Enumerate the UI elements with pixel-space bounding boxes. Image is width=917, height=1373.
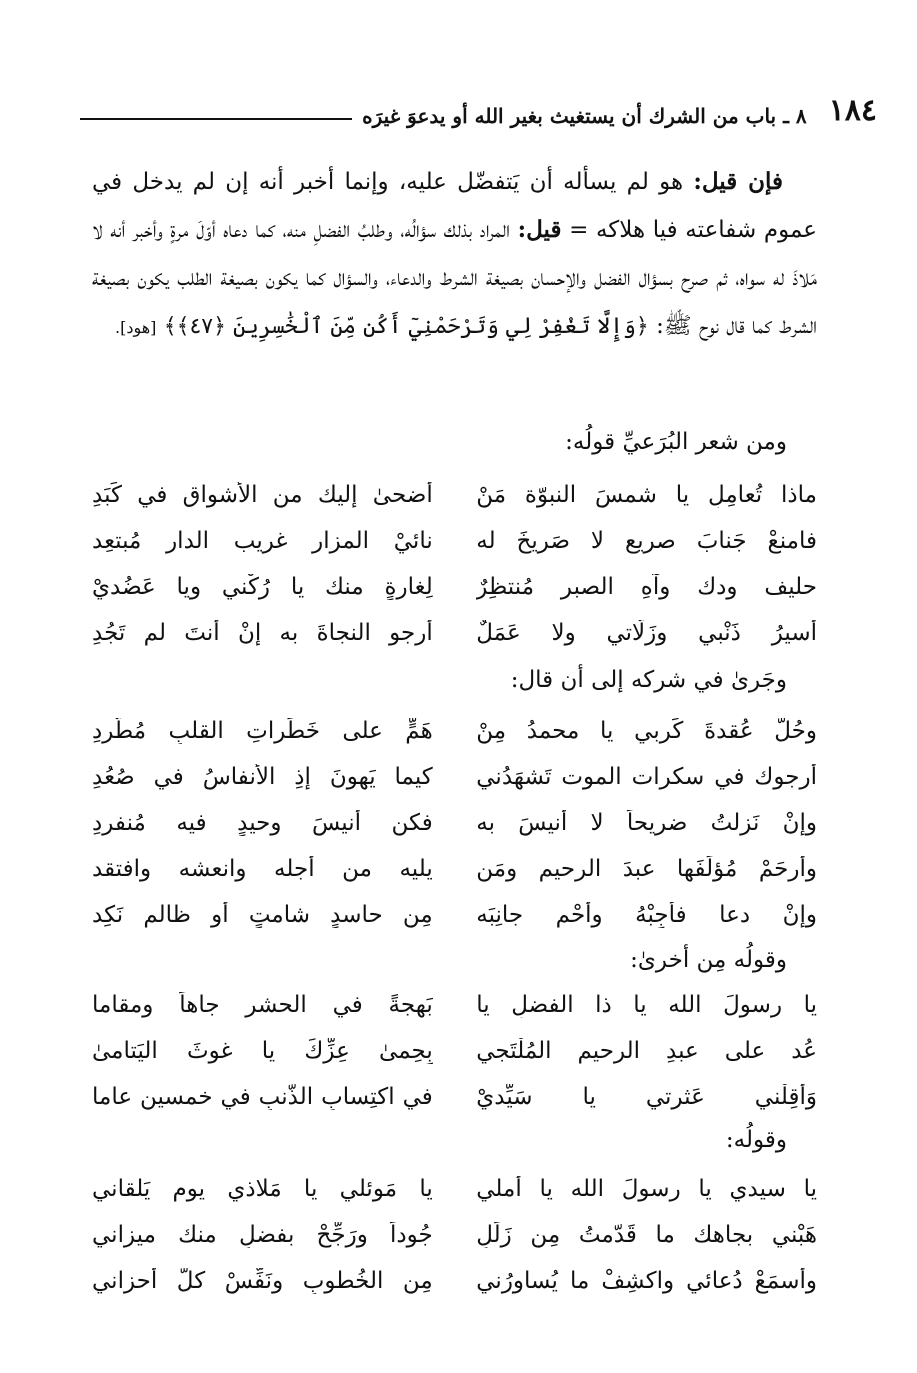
verse (92, 610, 817, 656)
verse-second-half: أرجو النجاةَ به إنْ أنتَ لم تَجُدِ (92, 620, 433, 646)
verse (92, 800, 817, 846)
verse (92, 1074, 817, 1120)
verse-first-half: وأرحَمْ مُؤلِّفَها عبدَ الرحيم ومَن (476, 856, 817, 882)
verse-first-half: وحُلَّ عُقدةَ كَربي يا محمدُ مِنْ (476, 718, 817, 744)
verse (92, 564, 817, 610)
poem-intro-1: ومن شعر البُرَعيِّ قولُه: (565, 429, 787, 455)
verse-first-half: يا رسولَ الله يا ذا الفضلِ يا (476, 992, 817, 1018)
verse-second-half: مِن حاسدٍ شامتٍ أو ظالمٍ نَكِد (92, 902, 433, 928)
verse-first-half: أرجوك في سكرات الموت تَشهَدُني (476, 764, 817, 790)
poem-block-4 (92, 1166, 817, 1304)
verse-first-half: فامنعْ جَنابَ صريعٍ لا صَريخَ له (476, 528, 817, 554)
verse-second-half: أضحىٰ إليك من الأشواق في كَبَدِ (92, 482, 433, 508)
verse-first-half: عُد على عبدِ الرحيم المُلْتَجي (476, 1038, 817, 1064)
quran-verse: ﴿وَإِلَّا تَغْفِرْ لِي وَتَرْحَمْنِيٓ أَكُن مِّنَ ٱلْخَٰسِرِينَ ﴿٤٧﴾﴾ (163, 314, 649, 339)
verse-second-half: لِغارةٍ منك يا رُكْني ويا عَضُديْ (92, 574, 433, 600)
poem-intro-2: وجَرىٰ في شركه إلى أن قال: (510, 667, 787, 693)
verse (92, 892, 817, 938)
verse-first-half: وإنْ نَزلتُ ضريحاً لا أنيسَ به (476, 810, 817, 836)
poem-intro-3: وقولُه مِن أخرىٰ: (630, 947, 787, 973)
verse-second-half: جُوداً ورَجِّحْ بفضلٍ منك ميزاني (92, 1222, 433, 1248)
verse-second-half: نائيْ المزارِ غريب الدارِ مُبتعِد (92, 528, 433, 554)
poem-block-2 (92, 708, 817, 938)
header-rule (80, 118, 352, 120)
verse (92, 1166, 817, 1212)
verse (92, 846, 817, 892)
verse (92, 754, 817, 800)
verse-first-half: وإنْ دعا فأَجِبْهُ وأَحْمِ جانِبَه (476, 902, 817, 928)
poem-intro-4: وقولُه: (725, 1127, 787, 1153)
answer-label: قيل: (517, 216, 562, 243)
verse-second-half: مِن الخُطوبِ ونَفِّسْ كلَّ أحزاني (92, 1268, 433, 1294)
verse (92, 1212, 817, 1258)
prose-block (92, 158, 817, 352)
verse-second-half: بَهجةً في الحشرِ جاهاً ومقاما (92, 992, 433, 1018)
verse (92, 518, 817, 564)
verse (92, 1258, 817, 1304)
poem-block-1 (92, 472, 817, 656)
verse-first-half: هَبْني بجاهك ما قَدّمتُ مِن زَلَلٍ (476, 1222, 817, 1248)
running-title: ٨ ـ باب من الشرك أن يستغيث بغير الله أو يدعوَ غيرَه (362, 104, 807, 128)
verse-second-half: هَمٍّ على خَطَراتِ القلبِ مُطّرِدِ (92, 718, 433, 744)
objection-text: هو لم يسأله أن يَتفضّل عليه، وإنما أخبر أنه إن لم يدخل في عموم شفاعته فيا هلاكه = (92, 169, 817, 243)
quran-reference: [هود]. (114, 318, 157, 337)
verse (92, 982, 817, 1028)
verse-first-half: يا سيدي يا رسولَ الله يا أملي (476, 1176, 817, 1202)
verse-first-half: وَأَقِلْني عَثرتي يا سَيِّديْ (476, 1084, 817, 1110)
verse-first-half: وأسمَعْ دُعائي واكشِفْ ما يُساوِرُني (476, 1268, 817, 1294)
page-header (80, 86, 877, 126)
verse-first-half: حليف ودك وآهِ الصبرِ مُنتظِرٌ (476, 574, 817, 600)
objection-label: فإن قيل: (693, 168, 783, 195)
verse-second-half: في اكتِسابِ الذَّنبِ في خمسين عاما (92, 1084, 433, 1110)
page-number: ١٨٤ (828, 93, 877, 128)
verse (92, 1028, 817, 1074)
verse-second-half: يليه من أجله وانعشه وافتقد (92, 856, 433, 882)
verse-second-half: كيما يَهونَ إذِ الأنفاسُ في صُعُدِ (92, 764, 433, 790)
poem-block-3 (92, 982, 817, 1120)
verse (92, 472, 817, 518)
verse-second-half: فكن أنيسَ وحيدٍ فيه مُنفرِدِ (92, 810, 433, 836)
verse-first-half: ماذا تُعامِلِ يا شمسَ النبوّة مَنْ (476, 482, 817, 508)
verse-second-half: بِحِمىٰ عِزِّكَ يا غوثَ اليَتامىٰ (92, 1038, 433, 1064)
verse (92, 708, 817, 754)
objection-paragraph (92, 158, 817, 352)
answer-text: المراد بذلك سؤالُه، وطلبُ الفضلِ منه، كما دعاه أوّلَ مرةٍ وأخبر أنه لا مَلاذَ له سواه، ثم صرح بسؤال الفضل والإحسان بصيغة الشرط والدعاء، والسؤال كما يكون بصيغة الطلب يكون بصيغة الشرط كما قال نوح ﷺ: (92, 217, 817, 339)
verse-first-half: أسيرُ ذَنْبي وزَلّاتي ولا عَمَلٌ (476, 620, 817, 646)
verse-second-half: يا مَوئلي يا مَلاذي يوم يَلقاني (92, 1176, 433, 1202)
